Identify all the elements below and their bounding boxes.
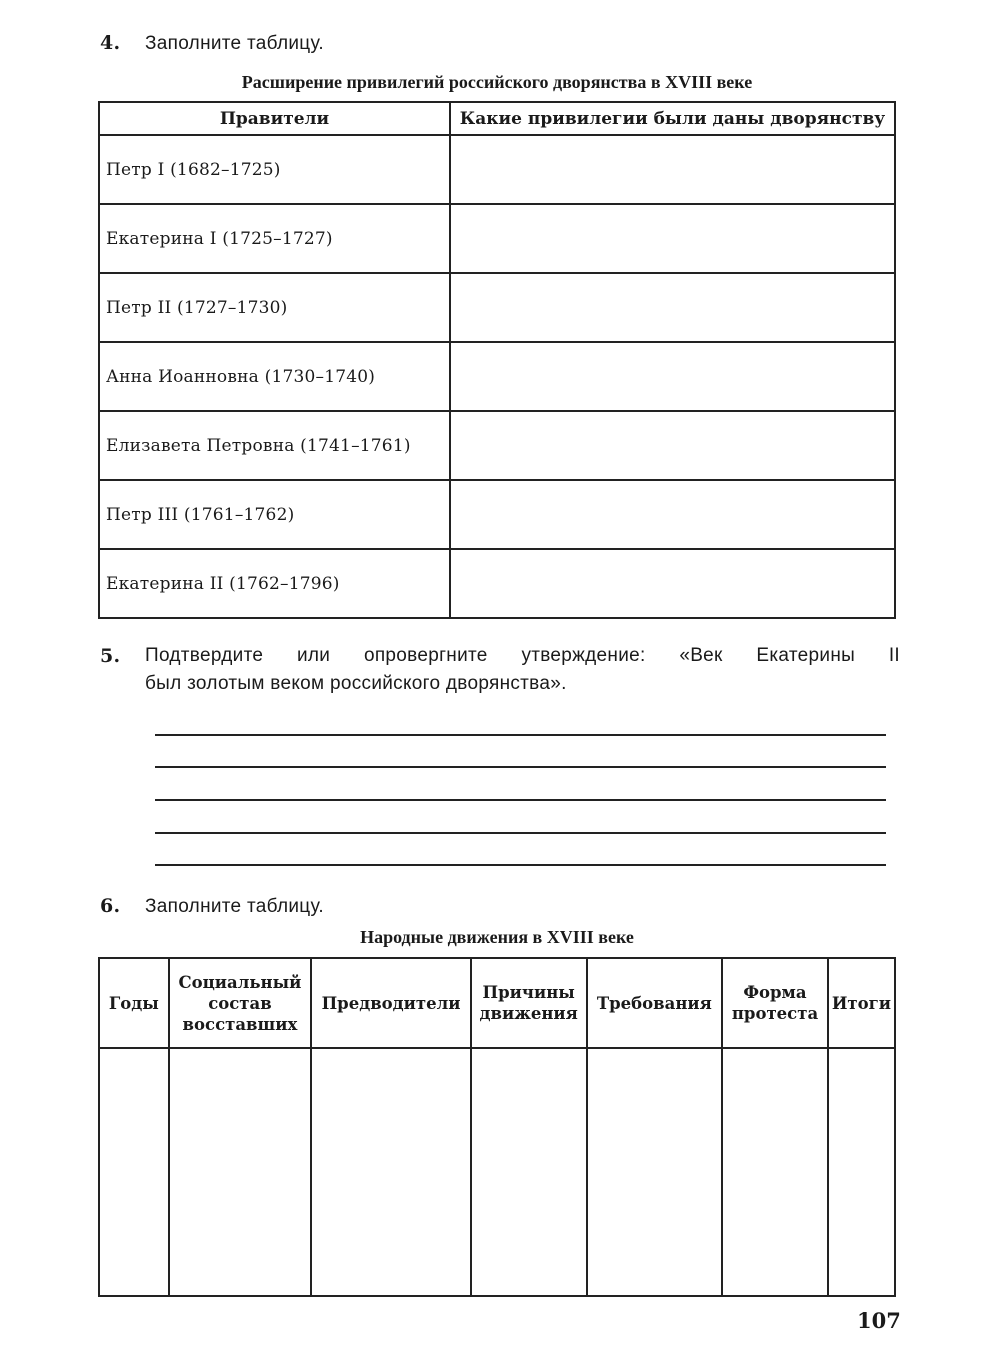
table-title: Народные движения в XVIII веке — [360, 927, 634, 947]
table-header-row — [99, 958, 895, 1048]
answer-cell[interactable] — [450, 480, 895, 549]
answer-line[interactable] — [155, 734, 886, 736]
task-6-heading — [100, 895, 324, 918]
task-number: 5. — [100, 645, 121, 667]
task-question-line-1: Подтвердите или опровергните утверждение: «Век Екатерины II — [145, 645, 900, 666]
column-header-protest-form: Форма протеста — [722, 958, 828, 1048]
answer-cell[interactable] — [587, 1048, 723, 1296]
ruler-cell: Екатерина I (1725–1727) — [99, 204, 450, 273]
answer-cell[interactable] — [450, 342, 895, 411]
column-header-privileges: Какие привилегии были даны дворянству — [450, 102, 895, 135]
privileges-table — [98, 101, 896, 619]
column-header-leaders: Предводители — [311, 958, 471, 1048]
table-row — [99, 204, 895, 273]
answer-line[interactable] — [155, 864, 886, 866]
answer-line[interactable] — [155, 799, 886, 801]
answer-cell[interactable] — [311, 1048, 471, 1296]
task-number: 4. — [100, 32, 121, 54]
ruler-cell: Петр I (1682–1725) — [99, 135, 450, 204]
column-header-social-composition: Социальный состав восставших — [169, 958, 312, 1048]
answer-cell[interactable] — [450, 135, 895, 204]
table-row — [99, 342, 895, 411]
answer-cell[interactable] — [450, 204, 895, 273]
answer-cell[interactable] — [169, 1048, 312, 1296]
task-4-heading — [100, 32, 324, 55]
table-row — [99, 135, 895, 204]
column-header-years: Годы — [99, 958, 169, 1048]
task-5-heading — [100, 645, 900, 695]
ruler-cell: Петр II (1727–1730) — [99, 273, 450, 342]
table-row — [99, 411, 895, 480]
column-header-demands: Требования — [587, 958, 723, 1048]
task-instruction: Заполните таблицу. — [145, 896, 324, 917]
column-header-causes: Причины движения — [471, 958, 587, 1048]
answer-cell[interactable] — [450, 273, 895, 342]
table-row — [99, 1048, 895, 1296]
task-question-line-2: был золотым веком российского дворянства». — [145, 673, 567, 694]
ruler-cell: Елизавета Петровна (1741–1761) — [99, 411, 450, 480]
column-header-results: Итоги — [828, 958, 895, 1048]
table-header-row — [99, 102, 895, 135]
answer-cell[interactable] — [471, 1048, 587, 1296]
table-row — [99, 480, 895, 549]
page-number: 107 — [857, 1308, 901, 1333]
task-instruction: Заполните таблицу. — [145, 33, 324, 54]
answer-cell[interactable] — [828, 1048, 895, 1296]
ruler-cell: Анна Иоанновна (1730–1740) — [99, 342, 450, 411]
answer-cell[interactable] — [450, 411, 895, 480]
table-row — [99, 273, 895, 342]
popular-movements-table — [98, 957, 896, 1297]
ruler-cell: Екатерина II (1762–1796) — [99, 549, 450, 618]
answer-cell[interactable] — [99, 1048, 169, 1296]
answer-line[interactable] — [155, 832, 886, 834]
answer-line[interactable] — [155, 766, 886, 768]
answer-cell[interactable] — [722, 1048, 828, 1296]
table-title: Расширение привилегий российского дворянства в XVIII веке — [241, 72, 753, 92]
table-row — [99, 549, 895, 618]
task-number: 6. — [100, 895, 121, 917]
answer-cell[interactable] — [450, 549, 895, 618]
column-header-rulers: Правители — [99, 102, 450, 135]
ruler-cell: Петр III (1761–1762) — [99, 480, 450, 549]
